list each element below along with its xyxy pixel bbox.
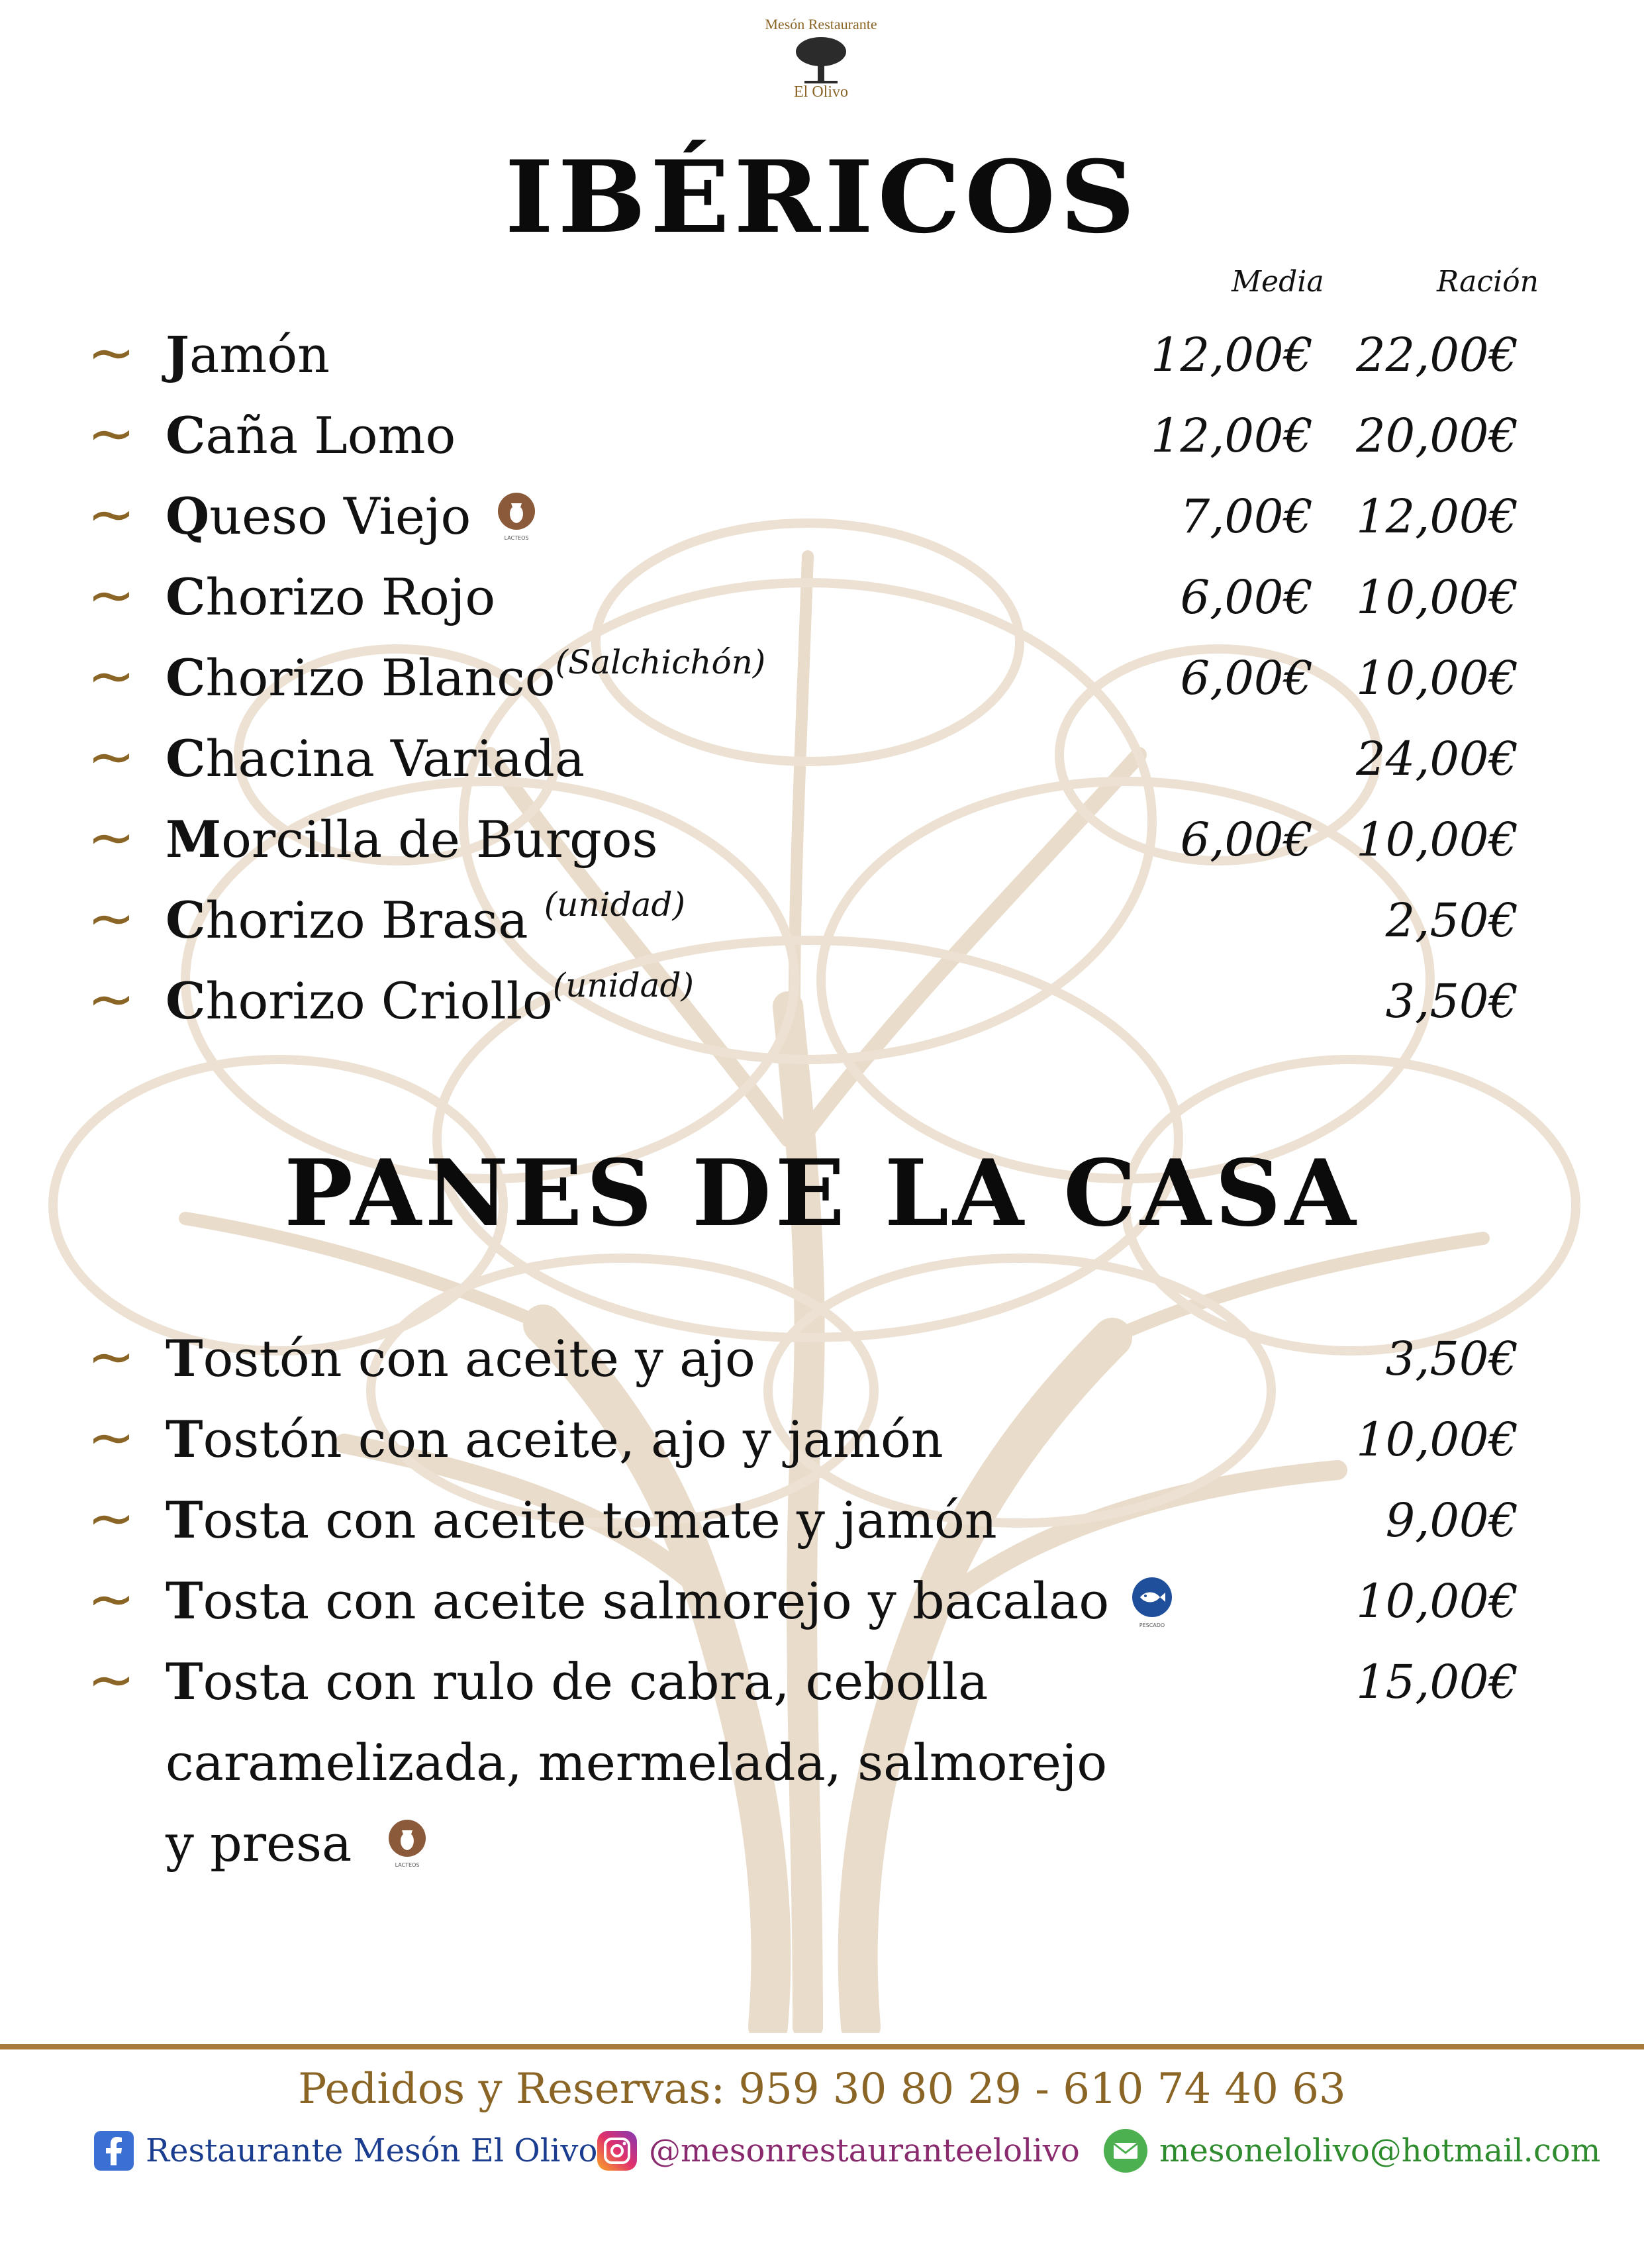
price-media: 7,00€ [1180, 489, 1313, 544]
tilde-bullet-icon: ∼ [87, 805, 136, 871]
tilde-bullet-icon: ∼ [87, 1566, 136, 1632]
price-racion: 3,50€ [1385, 974, 1518, 1028]
instagram-icon [596, 2130, 638, 2172]
item-price: 3,50€ [1385, 1332, 1518, 1386]
menu-item [0, 805, 1644, 875]
price-media: 12,00€ [1151, 328, 1313, 382]
menu-item [0, 724, 1644, 795]
item-name: Tosta con rulo de cabra, cebolla [166, 1652, 989, 1711]
menu-item [0, 320, 1644, 391]
section-title-panes: PANES DE LA CASA [284, 1139, 1360, 1247]
menu-item [0, 1647, 1644, 1718]
column-header-racion: Ración [1437, 265, 1539, 299]
email-address: mesonelolivo@hotmail.com [1159, 2132, 1601, 2169]
logo-name: El Olivo [794, 83, 848, 101]
item-name: Tosta con aceite tomate y jamón [166, 1491, 997, 1550]
restaurant-logo [755, 16, 887, 122]
menu-item [0, 562, 1644, 633]
menu-item [0, 1324, 1644, 1395]
footer-divider [0, 2044, 1644, 2049]
allergen-lacteos-icon: LACTEOS [487, 491, 546, 541]
price-media: 6,00€ [1180, 570, 1313, 624]
item-name: Chorizo Blanco$^{(Salchichón)}$ [166, 643, 766, 707]
tilde-bullet-icon: ∼ [87, 1405, 136, 1471]
tilde-bullet-icon: ∼ [87, 1647, 136, 1713]
price-racion: 20,00€ [1356, 409, 1518, 463]
item-price: 15,00€ [1356, 1655, 1518, 1709]
menu-item [0, 885, 1644, 956]
item-name: Queso Viejo [166, 487, 471, 546]
price-racion: 22,00€ [1356, 328, 1518, 382]
email-link[interactable] [1102, 2126, 1600, 2176]
tilde-bullet-icon: ∼ [87, 643, 136, 709]
tilde-bullet-icon: ∼ [87, 401, 136, 467]
price-racion: 10,00€ [1356, 570, 1518, 624]
facebook-link[interactable] [93, 2126, 597, 2176]
item-name: Tostón con aceite, ajo y jamón [166, 1410, 943, 1469]
item-name-continuation: caramelizada, mermelada, salmorejo [166, 1733, 1108, 1792]
tilde-bullet-icon: ∼ [87, 1324, 136, 1390]
item-name: Tostón con aceite y ajo [166, 1329, 755, 1388]
menu-item [0, 1566, 1644, 1637]
price-racion: 24,00€ [1356, 732, 1518, 786]
item-price: 10,00€ [1356, 1412, 1518, 1467]
facebook-icon [93, 2130, 135, 2172]
column-header-media: Media [1232, 265, 1324, 299]
olive-tree-icon [791, 33, 851, 86]
tilde-bullet-icon: ∼ [87, 1485, 136, 1552]
tilde-bullet-icon: ∼ [87, 481, 136, 548]
menu-item [0, 1405, 1644, 1475]
price-media: 6,00€ [1180, 813, 1313, 867]
price-racion: 10,00€ [1356, 813, 1518, 867]
facebook-handle: Restaurante Mesón El Olivo [146, 2132, 598, 2169]
price-racion: 10,00€ [1356, 651, 1518, 705]
item-name: Morcilla de Burgos [166, 810, 658, 869]
item-name: Chacina Variada [166, 729, 585, 788]
item-price: 9,00€ [1385, 1493, 1518, 1548]
instagram-handle: @mesonrestauranteelolivo [649, 2132, 1080, 2169]
orders-phone-line: Pedidos y Reservas: 959 30 80 29 - 610 74 40 63 [298, 2065, 1346, 2114]
mail-icon [1102, 2128, 1149, 2174]
item-name-continuation: y presa [166, 1814, 352, 1873]
item-name: Chorizo Brasa $^{(unidad)}$ [166, 885, 685, 950]
item-price: 10,00€ [1356, 1574, 1518, 1628]
menu-item [0, 643, 1644, 714]
tilde-bullet-icon: ∼ [87, 885, 136, 952]
menu-item [0, 1485, 1644, 1556]
tilde-bullet-icon: ∼ [87, 966, 136, 1032]
instagram-link[interactable] [596, 2126, 1080, 2176]
item-name: Chorizo Criollo$^{(unidad)}$ [166, 966, 694, 1030]
tilde-bullet-icon: ∼ [87, 724, 136, 790]
price-racion: 12,00€ [1356, 489, 1518, 544]
allergen-pescado-icon: PESCADO [1122, 1576, 1182, 1628]
price-media: 12,00€ [1151, 409, 1313, 463]
tilde-bullet-icon: ∼ [87, 562, 136, 628]
menu-item [0, 401, 1644, 471]
item-name: Caña Lomo [166, 406, 456, 465]
item-name: Jamón [166, 325, 330, 384]
item-name: Chorizo Rojo [166, 567, 496, 626]
tilde-bullet-icon: ∼ [87, 320, 136, 386]
logo-arc-text: Mesón Restaurante [765, 16, 877, 32]
menu-item [0, 966, 1644, 1037]
item-name: Tosta con aceite salmorejo y bacalao [166, 1571, 1110, 1630]
price-racion: 2,50€ [1385, 893, 1518, 948]
menu-item [0, 481, 1644, 552]
price-media: 6,00€ [1180, 651, 1313, 705]
allergen-lacteos-icon: LACTEOS [377, 1818, 437, 1868]
section-title-ibericos: IBÉRICOS [505, 139, 1139, 256]
